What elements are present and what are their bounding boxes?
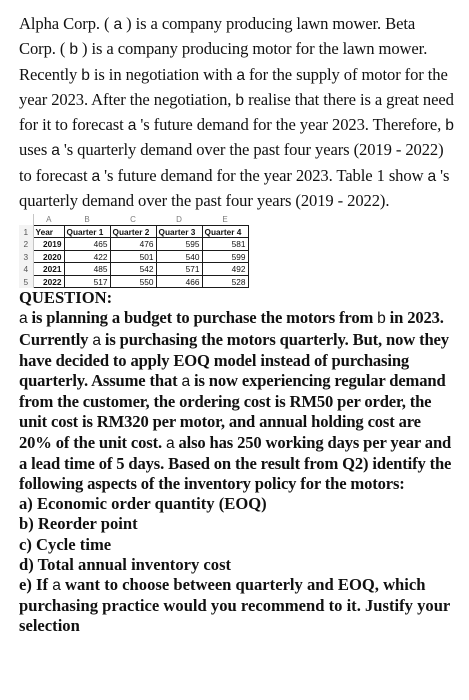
value-cell: 517 [64,275,110,288]
question-item: b) Reorder point [19,514,138,534]
year-cell: 2022 [33,275,64,288]
header-cell: Quarter 1 [64,225,110,238]
year-cell: 2020 [33,250,64,263]
intro-text: 's quarterly demand over the past four years (2019 - 2022). [19,165,450,211]
row-number: 1 [19,225,33,238]
company-b-label: b [377,310,386,328]
row-number: 3 [19,250,33,263]
value-cell: 550 [110,275,156,288]
company-b-label: b [235,91,244,109]
value-cell: 571 [156,263,202,276]
header-cell: Quarter 4 [202,225,248,238]
header-cell: Quarter 2 [110,225,156,238]
year-cell: 2021 [33,263,64,276]
company-a-label: a [91,167,101,185]
company-a-label: a [127,117,137,135]
company-a-label: a [427,167,437,185]
question-item: c) Cycle time [19,534,112,554]
header-cell: Quarter 3 [156,225,202,238]
company-a-label: a [51,142,60,160]
company-a-label: a [92,331,101,349]
header-cell: Year [33,225,64,238]
intro-text: is in negotiation with [93,64,233,84]
company-a-label: a [52,577,61,595]
value-cell: 595 [156,238,202,251]
question-text: is purchasing the motors quarterly. But, now they have decided to apply EOQ model instead of purchasing quarterly. Assume that [19,329,449,390]
year-cell: 2019 [33,238,64,251]
question-items [19,494,455,636]
row-number: 5 [19,275,33,288]
company-b-label: b [445,117,454,135]
question-text: is now experiencing regular demand from the customer, the ordering cost is RM50 per order, the unit cost is RM320 per motor, and annual holding cost are 20% of the unit cost. [19,370,446,452]
table-row [19,250,248,263]
value-cell: 540 [156,250,202,263]
column-letter: A [33,214,64,225]
value-cell: 422 [64,250,110,263]
column-letter: E [202,214,248,225]
value-cell: 581 [202,238,248,251]
question-text: want to choose between quarterly and EOQ, which purchasing practice would you recommend to it. Justify your selection [19,575,450,636]
column-letter: B [64,214,110,225]
value-cell: 492 [202,263,248,276]
intro-paragraph [19,12,455,213]
company-a-label: a [165,434,175,452]
intro-text: ) is a company producing motor for the lawn mower. Recently [19,39,428,84]
question-heading: QUESTION: [19,288,113,308]
value-cell: 599 [202,250,248,263]
row-number: 4 [19,263,33,276]
intro-text: for the supply of motor for the year 2023. After the negotiation, [19,64,448,109]
question-text: e) If [19,575,49,595]
intro-text: ) is a company producing lawn mower. Beta Corp. ( [19,14,416,59]
question-item: a) Economic order quantity (EOQ) [19,494,267,514]
table-row [19,238,248,251]
value-cell: 485 [64,263,110,276]
question-paragraph [19,308,455,494]
value-cell: 476 [110,238,156,251]
question-item: d) Total annual inventory cost [19,554,232,574]
company-a-label: a [19,310,28,328]
question-item [19,575,455,637]
company-b-label: b [81,66,90,84]
value-cell: 528 [202,275,248,288]
value-cell: 501 [110,250,156,263]
demand-table [19,214,249,288]
table-row [19,263,248,276]
intro-text: Alpha Corp. ( [19,14,110,33]
row-number: 2 [19,238,33,251]
table-row [19,275,248,288]
value-cell: 466 [156,275,202,288]
intro-text: 's quarterly demand over the past four years (2019 - 2022) to forecast [19,140,444,185]
intro-text: 's future demand for the year 2023. Table 1 show [104,165,424,185]
company-a-label: a [113,16,123,33]
value-cell: 465 [64,238,110,251]
table-header-row [19,225,248,238]
company-b-label: b [69,41,78,59]
intro-text: 's future demand for the year 2023. Therefore, [140,115,442,135]
value-cell: 542 [110,263,156,276]
column-letter: C [110,214,156,225]
question-text: also has 250 working days per year and a lead time of 5 days. Based on the result from Q2) identify the following aspects of the inventory policy for the motors: [19,432,452,493]
intro-text: realise that there is a great need for it to forecast [19,89,454,135]
company-a-label: a [236,66,245,84]
column-letter-row [19,214,248,225]
corner-cell [19,214,33,225]
intro-text: uses [19,140,48,160]
company-a-label: a [181,372,191,390]
question-text: in 2023. Currently [19,308,444,349]
question-text: is planning a budget to purchase the motors from [31,308,374,328]
column-letter: D [156,214,202,225]
